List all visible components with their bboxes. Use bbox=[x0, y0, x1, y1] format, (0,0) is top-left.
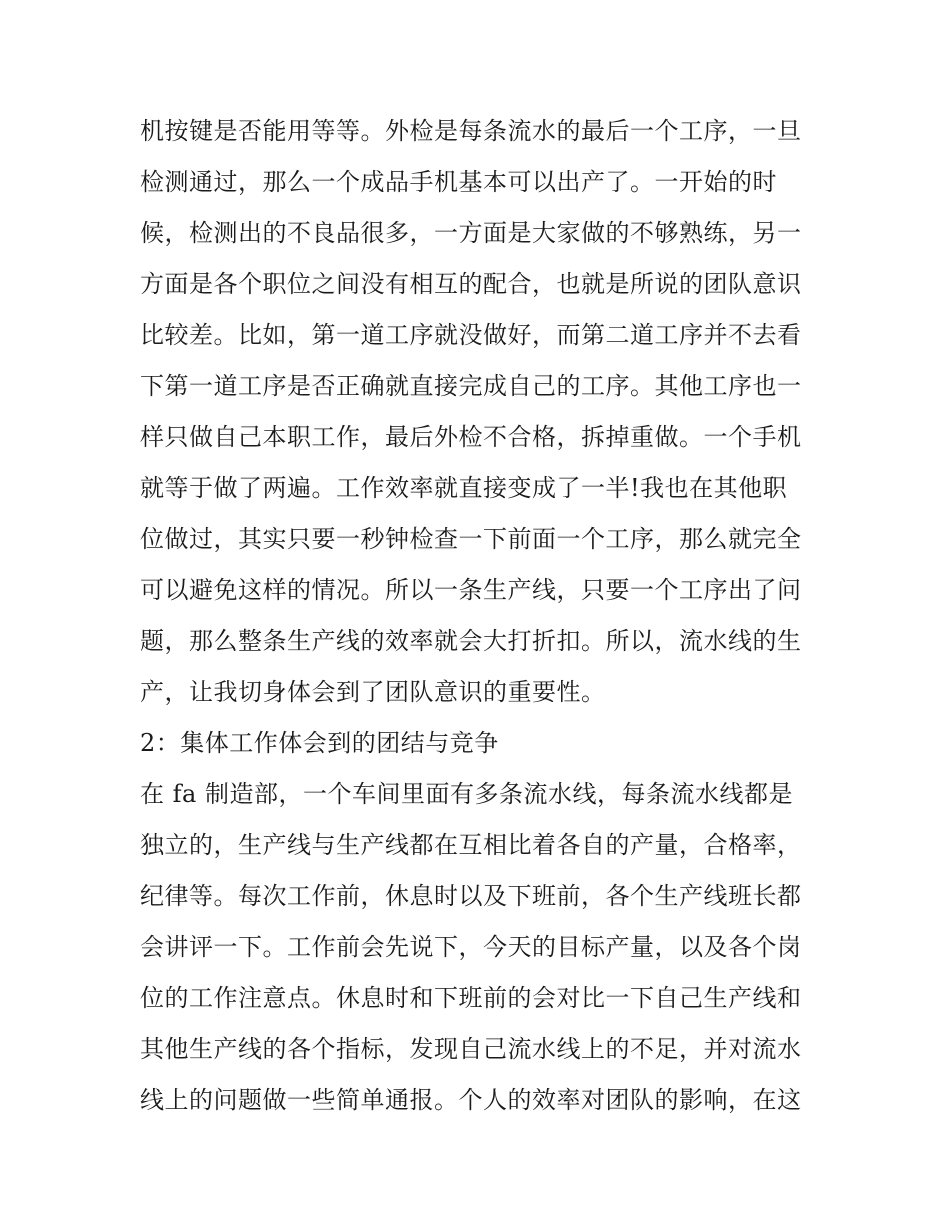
text-line: 其他生产线的各个指标，发现自己流水线上的不足，并对流水 bbox=[140, 1035, 802, 1063]
text-line: 独立的，生产线与生产线都在互相比着各自的产量，合格率， bbox=[140, 831, 802, 859]
text-line: 位做过，其实只要一秒钟检查一下前面一个工序，那么就完全 bbox=[140, 525, 802, 553]
text-line: 产，让我切身体会到了团队意识的重要性。 bbox=[140, 678, 606, 706]
body-text bbox=[140, 106, 840, 1126]
text-line: 检测通过，那么一个成品手机基本可以出产了。一开始的时 bbox=[140, 168, 777, 196]
text-line: 样只做自己本职工作，最后外检不合格，拆掉重做。一个手机 bbox=[140, 423, 802, 451]
text-line: 位的工作注意点。休息时和下班前的会对比一下自己生产线和 bbox=[140, 984, 802, 1012]
text-line: 线上的问题做一些简单通报。个人的效率对团队的影响，在这 bbox=[140, 1086, 802, 1114]
text-line: 可以避免这样的情况。所以一条生产线，只要一个工序出了问 bbox=[140, 576, 802, 604]
text-line: 机按键是否能用等等。外检是每条流水的最后一个工序，一旦 bbox=[140, 117, 802, 145]
text-line: 方面是各个职位之间没有相互的配合，也就是所说的团队意识 bbox=[140, 270, 802, 298]
text-line: 下第一道工序是否正确就直接完成自己的工序。其他工序也一 bbox=[140, 372, 802, 400]
text-line: 候，检测出的不良品很多，一方面是大家做的不够熟练，另一 bbox=[140, 219, 802, 247]
text-line: 就等于做了两遍。工作效率就直接变成了一半!我也在其他职 bbox=[140, 474, 788, 502]
text-line: 会讲评一下。工作前会先说下，今天的目标产量，以及各个岗 bbox=[140, 933, 802, 961]
section-heading: 2：集体工作体会到的团结与竞争 bbox=[140, 729, 499, 757]
text-line: 纪律等。每次工作前，休息时以及下班前，各个生产线班长都 bbox=[140, 882, 802, 910]
text-line: 比较差。比如，第一道工序就没做好，而第二道工序并不去看 bbox=[140, 321, 802, 349]
text-line: 题，那么整条生产线的效率就会大打折扣。所以，流水线的生 bbox=[140, 627, 802, 655]
text-line: 在 fa 制造部，一个车间里面有多条流水线，每条流水线都是 bbox=[140, 780, 793, 808]
